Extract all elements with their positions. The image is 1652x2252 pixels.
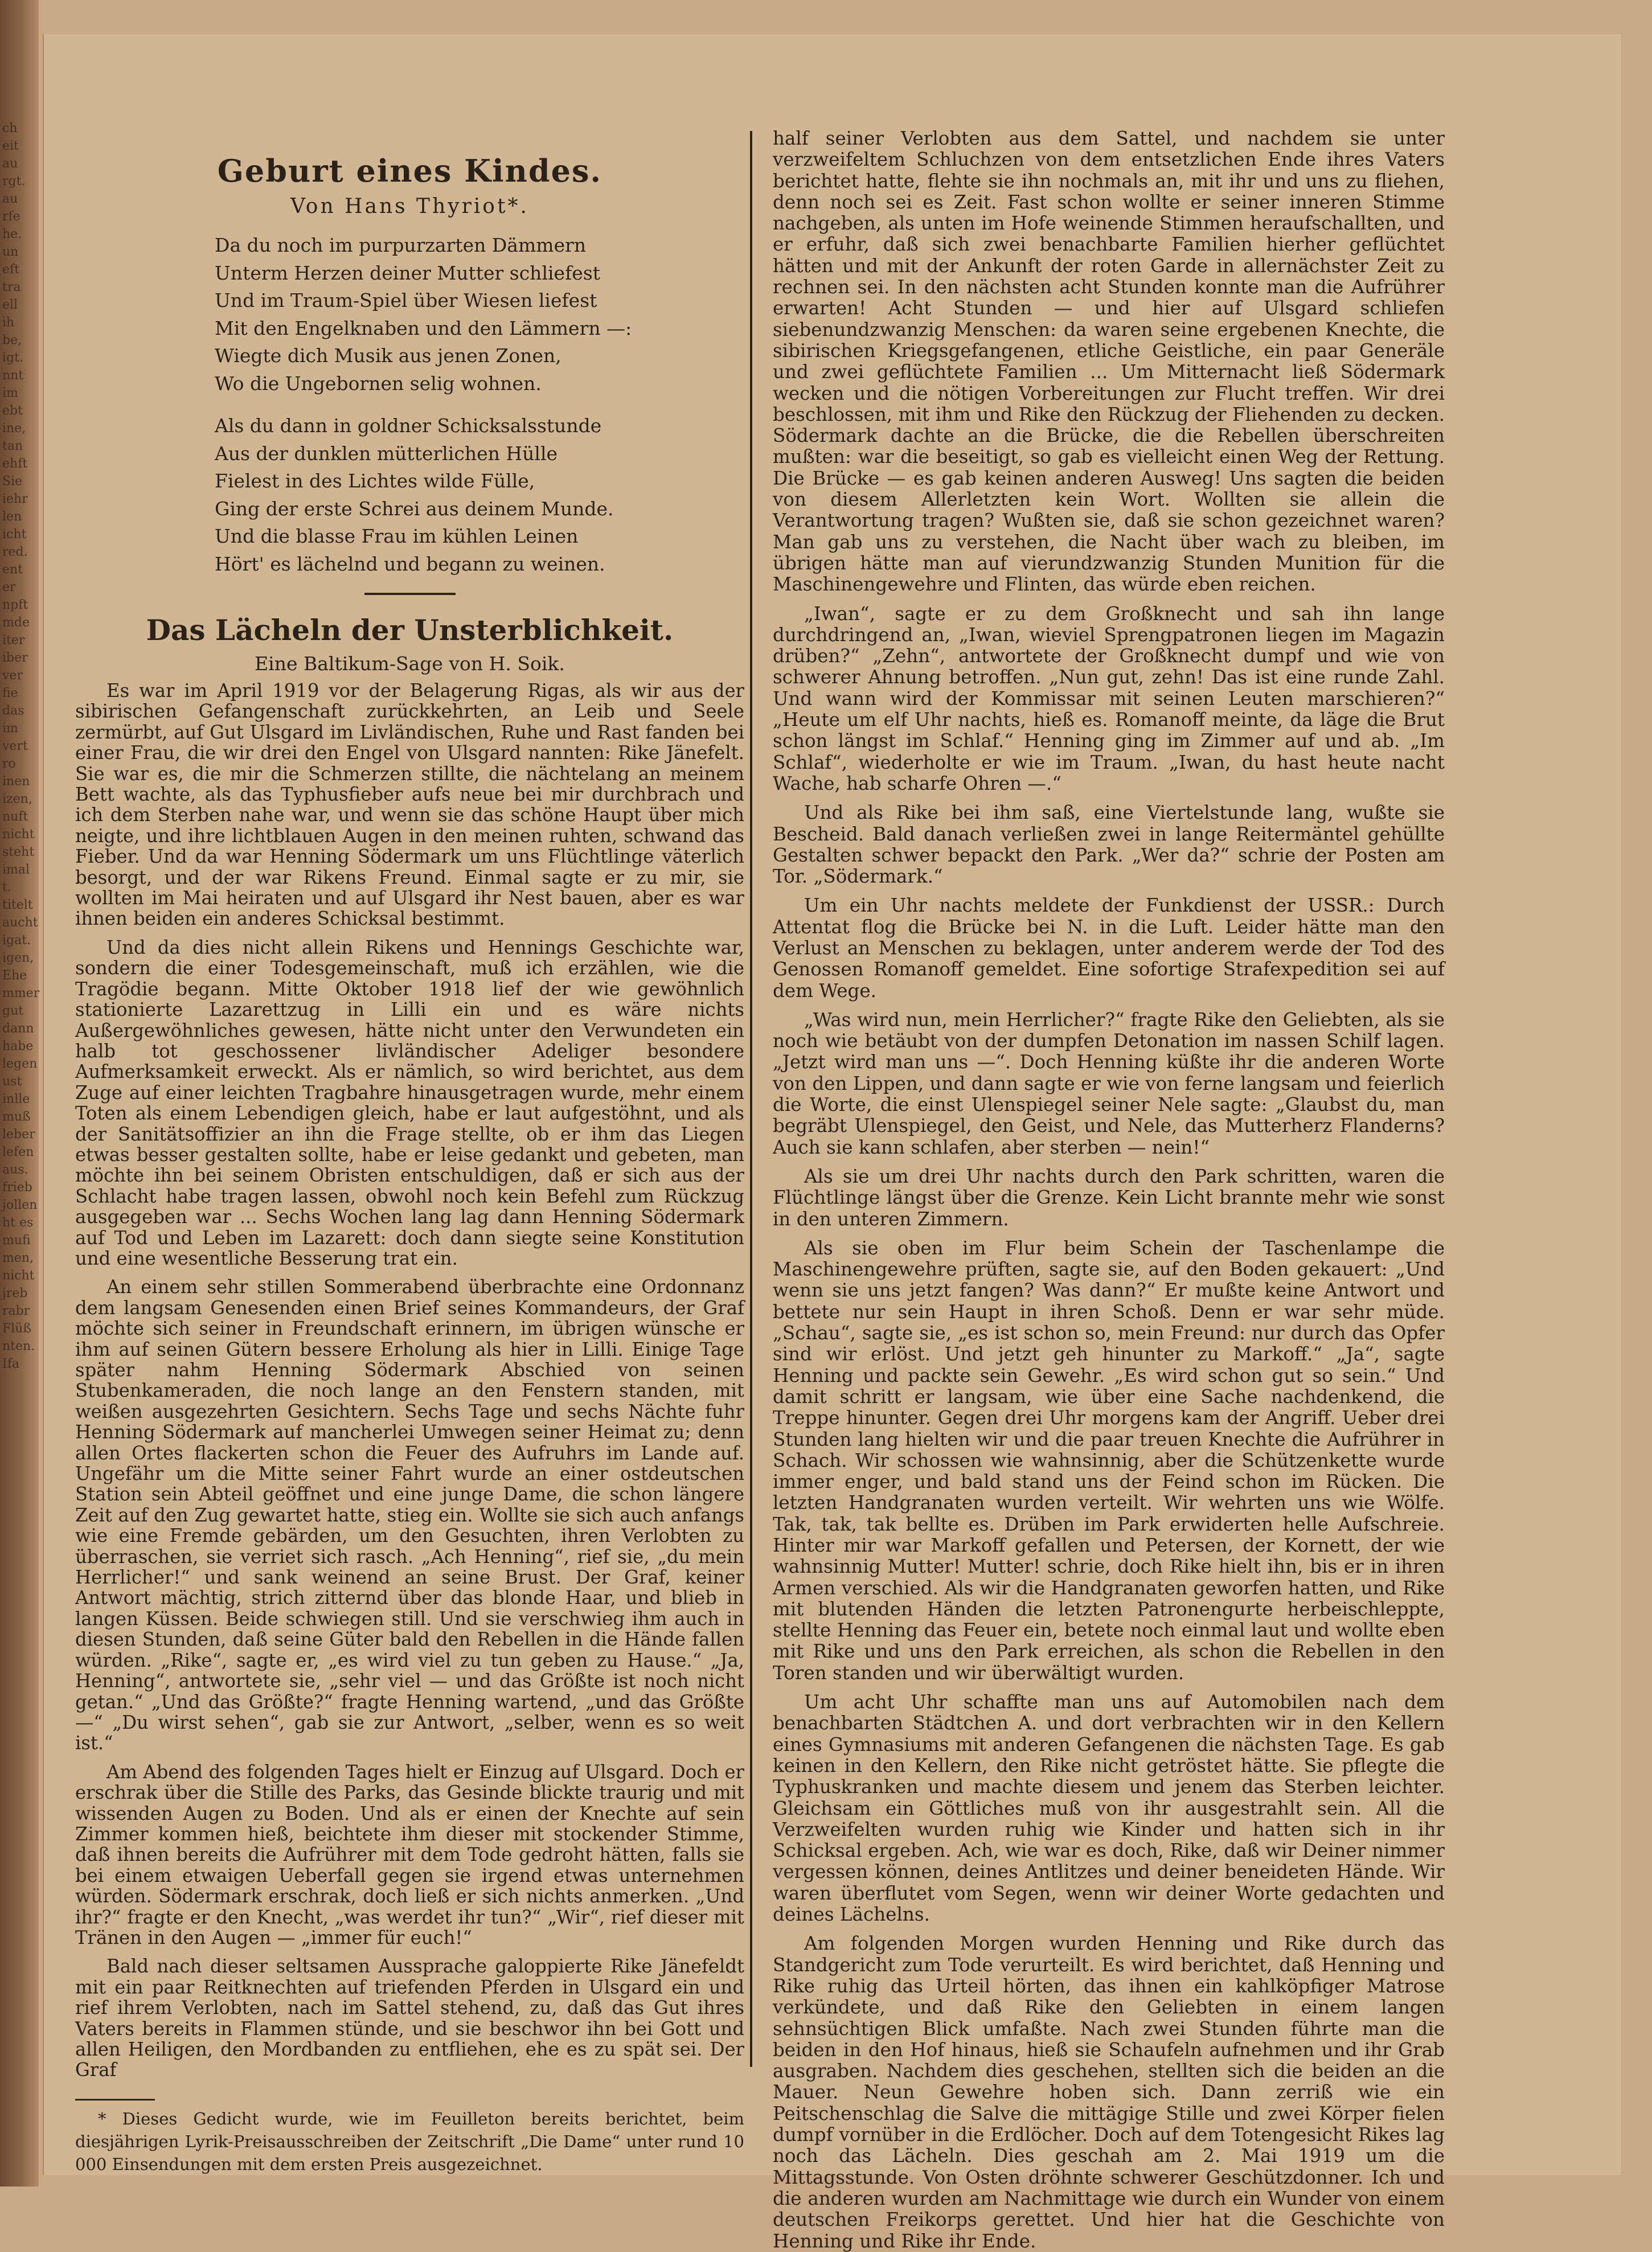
- margin-fragment: iber: [2, 651, 28, 665]
- margin-fragment: ine,: [2, 421, 26, 436]
- margin-fragment: un: [2, 245, 19, 259]
- margin-fragment: igat.: [2, 933, 31, 947]
- margin-fragment: frieb: [2, 1180, 32, 1195]
- margin-fragment: red.: [2, 545, 28, 559]
- margin-fragment: aucht: [2, 916, 38, 930]
- margin-fragment: iehr: [2, 492, 28, 506]
- poem-line: Hört' es lächelnd und begann zu weinen.: [215, 552, 605, 575]
- story-paragraph: Am folgenden Morgen wurden Henning und Rike durch das Standgericht zum Tode verurteilt. Es wird berichtet, daß Henning und Rike ruhig das Urteil hörten, das ihnen ein kahlköpfiger Matrose verkündete, und daß Rike den Geliebten in einem langen sehnsüchtigen Blick umfaßte. Nach zwei Stunden führte man die beiden in den Hof hinaus, hieß sie Schaufeln aufnehmen und ihr Grab ausgraben. Nachdem dies geschehen, stellten sich die beiden an die Mauer. Neun Gewehre hoben sich. Dann zerriß wie ein Peitschenschlag die Salve die mittägige Stille und zwei Körper fielen dumpf vornüber in die Erdlöcher. Doch auf dem Totengesicht Rikes lag noch das Lächeln. Dies geschah am 2. Mai 1919 um die Mittagsstunde. Von Osten dröhnte schwerer Geschützdonner. Ich und die anderen wurden am Nachmittage wie durch ein Wunder von einem deutschen Freikorps gerettet. Und hier hat die Geschichte von Henning und Rike ihr Ende.: [773, 1933, 1445, 2252]
- right-column: [773, 128, 1445, 2252]
- story-paragraph: Um ein Uhr nachts meldete der Funkdienst der USSR.: Durch Attentat flog die Brücke bei N. in die Luft. Leider hätte man den Verlust an Menschen zu beklagen, unter anderem werde der Tod des Genossen Romanoff gemeldet. Eine sofortige Strafexpedition sei auf dem Wege.: [773, 895, 1445, 1002]
- margin-fragment: inlle: [2, 1092, 30, 1106]
- poem-line: Fielest in des Lichtes wilde Fülle,: [215, 470, 535, 492]
- story-subtitle: Eine Baltikum-Sage von H. Soik.: [255, 653, 565, 675]
- poem-line: Und im Traum-Spiel über Wiesen liefest: [215, 289, 597, 311]
- margin-fragment: rabr: [2, 1304, 30, 1318]
- margin-fragment: gut: [2, 1004, 24, 1018]
- margin-fragment: Flüß: [2, 1322, 32, 1336]
- margin-fragment: eit: [2, 139, 19, 153]
- margin-fragment: dann: [2, 1022, 34, 1036]
- poem-stanza: [215, 232, 744, 397]
- poem-line: Als du dann in goldner Schicksalsstunde: [215, 415, 602, 437]
- column-rule: [750, 131, 752, 2067]
- margin-fragment: au: [2, 192, 18, 206]
- poem-line: Und die blasse Frau im kühlen Leinen: [215, 525, 579, 547]
- margin-fragment: ebt: [2, 404, 23, 418]
- margin-fragment: tra: [2, 280, 21, 294]
- margin-fragment: mde: [2, 616, 30, 630]
- margin-fragment: Ehe: [2, 969, 27, 983]
- margin-fragment: inen: [2, 774, 30, 789]
- story-paragraph: Und als Rike bei ihm saß, eine Viertelstunde lang, wußte sie Bescheid. Bald danach verließen zwei in lange Reitermäntel gehüllte Gestalten schwer bepackt den Park. „Wer da?“ schrie der Posten am Tor. „Södermark.“: [773, 802, 1445, 888]
- margin-fragment: igen,: [2, 951, 34, 965]
- margin-fragment: steht: [2, 845, 35, 859]
- margin-fragment: izen,: [2, 792, 32, 806]
- margin-fragment: ell: [2, 298, 18, 312]
- margin-fragment: nnt: [2, 368, 24, 383]
- poem-byline: Von Hans Thyriot*.: [290, 195, 529, 218]
- margin-fragment: habe: [2, 1039, 34, 1053]
- story-title: Das Lächeln der Unsterblichkeit.: [146, 613, 674, 647]
- margin-fragment: aus.: [2, 1163, 28, 1177]
- story-paragraph: Am Abend des folgenden Tages hielt er Einzug auf Ulsgard. Doch er erschrak über die Stille des Parks, das Gesinde blickte traurig und mit wissenden Augen zu Boden. Und als er einen der Knechte auf sein Zimmer kommen hieß, beichtete ihm dieser mit stockender Stimme, daß ihnen bereits die Aufrührer mit dem Tode gedroht hätten, falls sie bei einem etwaigen Ueberfall gegen sie irgend etwas unternehmen würden. Södermark erschrak, doch ließ er sich nichts anmerken. „Und ihr?“ fragte er den Knecht, „was werdet ihr tun?“ „Wir“, rief dieser mit Tränen in den Augen — „immer für euch!“: [75, 1761, 744, 1949]
- footnote-rule: [75, 2099, 155, 2101]
- margin-fragment: nuft: [2, 810, 28, 824]
- poem-line: Unterm Herzen deiner Mutter schliefest: [215, 261, 601, 284]
- story-paragraph: Als sie um drei Uhr nachts durch den Park schritten, waren die Flüchtlinge längst über die Grenze. Kein Licht brannte mehr wie sonst in den unteren Zimmern.: [773, 1165, 1445, 1230]
- story-paragraph: Als sie oben im Flur beim Schein der Taschenlampe die Maschinengewehre prüften, sagte sie, auf den Boden gekauert: „Und wenn sie uns jetzt fangen? Was dann?“ Er mußte keine Antwort und bettete nur sein Haupt in ihren Schoß. Denn er war sehr müde. „Schau“, sagte sie, „es ist schon so, mein Freund: nur durch das Opfer sind wir erlöst. Und jetzt geh hinunter zu Markoff.“ „Ja“, sagte Henning und packte sein Gewehr. „Es wird schon gut so sein.“ Und damit schritt er langsam, wie über eine Sache nachdenkend, die Treppe hinunter. Gegen drei Uhr morgens kam der Angriff. Ueber drei Stunden lang hielten wir und die paar treuen Knechte die Aufrührer in Schach. Wir schossen wie wahnsinnig, aber die Schützenkette wurde immer enger, und bald stand uns der Feind schon im Rücken. Die letzten Handgranaten wurden verteilt. Wir wehrten uns wie Wölfe. Tak, tak, tak bellte es. Drüben im Park erwiderten helle Aufschreie. Hinter mir war Markoff gefallen und Petersen, der Kornett, der wie wahnsinnig Mutter! Mutter! schrie, doch Rike hielt ihn, bis er in ihren Armen verschied. Als wir die Handgranaten geworfen hatten, und Rike mit blutenden Händen die letzten Patronengurte herbeischleppte, stellte Henning das Feuer ein, betete noch einmal laut und wollte eben mit Rike und uns den Park erreichen, als schon die Rebellen in den Toren standen und wir überwältigt wurden.: [773, 1237, 1445, 1684]
- story-paragraph: half seiner Verlobten aus dem Sattel, und nachdem sie unter verzweifeltem Schluchzen von dem entsetzlichen Ende ihres Vaters berichtet hatte, flehte sie ihn nochmals an, mit ihr und uns zu fliehen, denn noch sei es Zeit. Fast schon wollte er seiner inneren Stimme nachgeben, als unten im Hofe weinende Stimmen heraufschallten, und er erfuhr, daß sich zwei benachbarte Familien hierher geflüchtet hätten und mit der Ankunft der roten Garde in allernächster Zeit zu rechnen sei. In den nächsten acht Stunden konnte man die Aufrührer erwarten! Acht Stunden — und hier auf Ulsgard schliefen siebenundzwanzig Menschen: da waren seine ergebenen Knechte, die sibirischen Kriegsgefangenen, etliche Geistliche, ein paar Generäle und zwei geflüchtete Familien ... Um Mitternacht ließ Södermark wecken und die nötigen Vorbereitungen zur Flucht treffen. Wir drei beschlossen, mit ihm und Rike den Rückzug der Fliehenden zu decken. Södermark dachte an die Brücke, die die Rebellen überschreiten mußten: war die beseitigt, so gab es vielleicht einen Weg der Rettung. Die Brücke — es gab keinen anderen Ausweg! Uns sagten die beiden von diesem Allerletzten kein Wort. Wollten sie allein die Verantwortung tragen? Wußten sie, daß sie schon gezeichnet waren? Man gab uns zu verstehen, die Nacht über wach zu bleiben, im übrigen hätte man auf vierundzwanzig Stunden Munition für die Maschinengewehre und Flinten, das würde eben reichen.: [773, 128, 1445, 596]
- footnote: * Dieses Gedicht wurde, wie im Feuilleton bereits berichtet, beim diesjährigen Lyrik-Preisausschreiben der Zeitschrift „Die Dame“ unter rund 10 000 Einsendungen mit dem ersten Preis ausgezeichnet.: [75, 2109, 744, 2174]
- story-paragraph: „Iwan“, sagte er zu dem Großknecht und sah ihn lange durchdringend an, „Iwan, wieviel Sprengpatronen liegen im Magazin drüben?“ „Zehn“, antwortete der Großknecht dumpf und wie von schwerer Ahnung betroffen. „Nun gut, zehn! Das ist eine runde Zahl. Und wann wird der Kommissar mit seinen Leuten marschieren?“ „Heute um elf Uhr nachts, hieß es. Romanoff meinte, da läge die Brut schon längst im Schlaf.“ Henning ging im Zimmer auf und ab. „Im Schlaf“, wiederholte er wie im Traum. „Iwan, du hast heute nacht Wache, hab scharfe Ohren —.“: [773, 602, 1445, 794]
- story-paragraph: An einem sehr stillen Sommerabend überbrachte eine Ordonnanz dem langsam Genesenden einen Brief seines Kommandeurs, der Graf möchte sich seiner in Freundschaft erinnern, im übrigen wünsche er ihm auf seinen Gütern bessere Erholung als hier in Lilli. Einige Tage später nahm Henning Södermark Abschied von seinen Stubenkameraden, die noch lange an den Fenstern standen, mit weißen ausgezehrten Gesichtern. Sechs Tage und sechs Nächte fuhr Henning Södermark auf mancherlei Umwegen seiner Heimat zu; denn allen Ortes flackerten schon die Feuer des Aufruhrs im Lande auf. Ungefähr um die Mitte seiner Fahrt wurde an einer ostdeutschen Station sein Abteil geöffnet und eine junge Dame, die schon längere Zeit auf den Zug gewartet hatte, stieg ein. Wollte sie sich auch anfangs wie eine Fremde gebärden, um den Gesuchten, ihren Verlobten zu überraschen, sie verriet sich rasch. „Ach Henning“, rief sie, „du mein Herrlicher!“ und sank weinend an seine Brust. Der Graf, keiner Antwort mächtig, strich zitternd über das blonde Haar, und blieb in langen Küssen. Beide schwiegen still. Und sie verschwieg ihm auch in diesen Stunden, daß seine Güter bald den Rebellen in die Hände fallen würden. „Rike“, sagte er, „es wird viel zu tun geben zu Hause.“ „Ja, Henning“, antwortete sie, „sehr viel — und das Größte ist noch nicht getan.“ „Und das Größte?“ fragte Henning wartend, „und das Größte —“ „Du wirst sehen“, gab sie zur Antwort, „selber, wenn es so weit ist.“: [75, 1276, 744, 1754]
- story-paragraph: Bald nach dieser seltsamen Aussprache galoppierte Rike Jänefeldt mit ein paar Reitknechten auf triefenden Pferden in Ulsgard ein und rief ihrem Verlobten, nach im Sattel stehend, zu, daß das Gut ihres Vaters bereits in Flammen stünde, und sie beschwor ihn bei Gott und allen Heiligen, den Mordbanden zu entfliehen, ehe es zu spät sei. Der Graf: [75, 1955, 744, 2081]
- margin-fragment: fie: [2, 686, 18, 700]
- margin-fragment: rfe: [2, 210, 21, 224]
- margin-fragment: men,: [2, 1251, 34, 1265]
- poem-line: Aus der dunklen mütterlichen Hülle: [215, 442, 558, 465]
- poem-line: Da du noch im purpurzarten Dämmern: [215, 234, 587, 256]
- margin-fragment: jreb: [2, 1286, 28, 1301]
- story-paragraph: „Was wird nun, mein Herrlicher?“ fragte Rike den Geliebten, als sie noch wie betäubt von der dumpfen Detonation im nassen Schilf lagen. „Jetzt wird man uns —“. Doch Henning küßte ihr die anderen Worte von den Lippen, und dann sagte er wie von ferne langsam und feierlich die Worte, die einst Ulenspiegel seiner Nele sagte: „Glaubst du, man begräbt Ulenspiegel, den Geist, und Nele, das Mutterherz Flanderns? Auch sie kann schlafen, aber sterben — nein!“: [773, 1008, 1445, 1158]
- margin-fragment: mmer: [2, 986, 40, 1000]
- margin-fragment: tan: [2, 439, 23, 453]
- margin-fragment: jollen: [2, 1198, 38, 1212]
- poem-body: [215, 232, 744, 578]
- margin-fragment: rgt.: [2, 174, 26, 188]
- section-divider: [364, 593, 456, 595]
- margin-fragment: npft: [2, 598, 28, 612]
- margin-fragment: ch: [2, 121, 18, 136]
- margin-fragment: nicht: [2, 1269, 35, 1283]
- margin-fragment: er: [2, 580, 16, 594]
- margin-fragment: Ifa: [2, 1357, 19, 1371]
- story-paragraph: Um acht Uhr schaffte man uns auf Automobilen nach dem benachbarten Städtchen A. und dort verbrachten wir in den Kellern eines Gymnasiums mit anderen Gefangenen die nächsten Tage. Es gab keinen in den Kellern, den Rike nicht getröstet hätte. Sie pflegte die Typhuskranken und machte diesem und jenem das Sterben leichter. Gleichsam ein Göttliches muß von ihr ausgestrahlt sein. All die Verzweifelten wurden ruhig wie Kinder und hatten sich in ihr Schicksal ergeben. Ach, wie war es doch, Rike, daß wir Deiner nimmer vergessen können, deines Antlitzes und deiner beneideten Hände. Wir waren überflutet vom Segen, wenn wir deiner Worte gedachten und deines Lächelns.: [773, 1691, 1445, 1926]
- margin-fragment: ht es: [2, 1216, 34, 1230]
- margin-text-fragments: [2, 120, 40, 1373]
- margin-fragment: be,: [2, 333, 22, 347]
- margin-fragment: eft: [2, 262, 20, 277]
- margin-fragment: legen: [2, 1057, 38, 1071]
- margin-fragment: t.: [2, 880, 11, 895]
- binding-gutter: [0, 0, 39, 2187]
- margin-fragment: muß: [2, 1110, 31, 1124]
- poem-line: Ging der erste Schrei aus deinem Munde.: [215, 497, 614, 520]
- margin-fragment: ent: [2, 563, 23, 577]
- margin-fragment: igt.: [2, 351, 23, 365]
- margin-fragment: he.: [2, 227, 22, 241]
- magazine-page: [43, 34, 1621, 2252]
- margin-fragment: ih: [2, 315, 15, 330]
- poem-line: Wiegte dich Musik aus jenen Zonen,: [215, 344, 561, 367]
- poem-stanza: [215, 412, 744, 578]
- margin-fragment: das: [2, 704, 24, 718]
- poem-line: Mit den Engelknaben und den Lämmern —:: [215, 317, 632, 339]
- margin-fragment: nicht: [2, 827, 35, 842]
- story-paragraph: Und da dies nicht allein Rikens und Hennings Geschichte war, sondern die einer Todesgemeinschaft, muß ich erzählen, wie die Tragödie begann. Mitte Oktober 1918 lief der wie gewöhnlich stationierte Lazarettzug in Lilli ein und es wäre nichts Außergewöhnliches gewesen, hätte nicht unter den Verwundeten ein halb tot geschossener livländischer Adeliger besondere Aufmerksamkeit erweckt. Als er nämlich, so wird berichtet, aus dem Zuge auf einer leichten Tragbahre hinausgetragen wurde, mehr einem Toten als einem Lebendigen gleich, habe er laut aufgestöhnt, und als der Sanitätsoffizier an ihn die Frage stellte, ob er ihm das Liegen etwas besser gestalten sollte, habe er leise gedankt und gebeten, man möchte ihn bei seinem Obristen entschuldigen, daß er sich aus der Schlacht habe tragen lassen, obwohl noch kein Befehl zum Rückzug ausgegeben war ... Sechs Wochen lang lag dann Henning Södermark auf Tod und Leben im Lazarett: doch dann siegte seine Konstitution und eine wesentliche Besserung trat ein.: [75, 936, 744, 1269]
- margin-fragment: vert: [2, 739, 28, 753]
- margin-fragment: titelt: [2, 898, 33, 912]
- margin-fragment: im: [2, 386, 18, 400]
- margin-fragment: ehft: [2, 457, 28, 471]
- poem-line: Wo die Ungebornen selig wohnen.: [215, 372, 542, 395]
- story-paragraph: Es war im April 1919 vor der Belagerung Rigas, als wir aus der sibirischen Gefangenschaft zurückkehrten, an Leib und Seele zermürbt, auf Gut Ulsgard im Livländischen, Ruhe und Rast fanden bei einer Frau, die wir drei den Engel von Ulsgard nannten: Rike Jänefelt. Sie war es, die mir die Schmerzen stillte, die nächtelang an meinem Bett wachte, als das Typhusfieber aufs neue bei mir durchbrach und ich dem Sterben nahe war, und wenn sie das schöne Haupt über mich neigte, und ihre lichtblauen Augen in den meinen ruhten, schwand das Fieber. Und da war Henning Södermark um uns Flüchtlinge väterlich besorgt, und der war Rikens Freund. Einmal sagte er zu mir, sie wollten im Mai heiraten und auf Ulsgard ihr Nest bauen, aber es war ihnen beiden ein anderes Schicksal bestimmt.: [75, 680, 744, 930]
- margin-fragment: Sie: [2, 474, 23, 489]
- margin-fragment: imal: [2, 863, 30, 877]
- margin-fragment: ro: [2, 757, 16, 771]
- margin-fragment: lefen: [2, 1145, 34, 1159]
- margin-fragment: nten.: [2, 1339, 35, 1353]
- margin-fragment: icht: [2, 527, 27, 542]
- margin-fragment: len: [2, 510, 22, 524]
- margin-fragment: leber: [2, 1127, 35, 1142]
- left-column: [75, 120, 744, 2174]
- margin-fragment: ust: [2, 1074, 22, 1089]
- margin-fragment: mufi: [2, 1233, 31, 1248]
- poem-title: Geburt eines Kindes.: [217, 153, 602, 189]
- margin-fragment: ver: [2, 668, 23, 683]
- margin-fragment: iter: [2, 633, 25, 647]
- margin-fragment: im: [2, 721, 18, 736]
- margin-fragment: au: [2, 157, 18, 171]
